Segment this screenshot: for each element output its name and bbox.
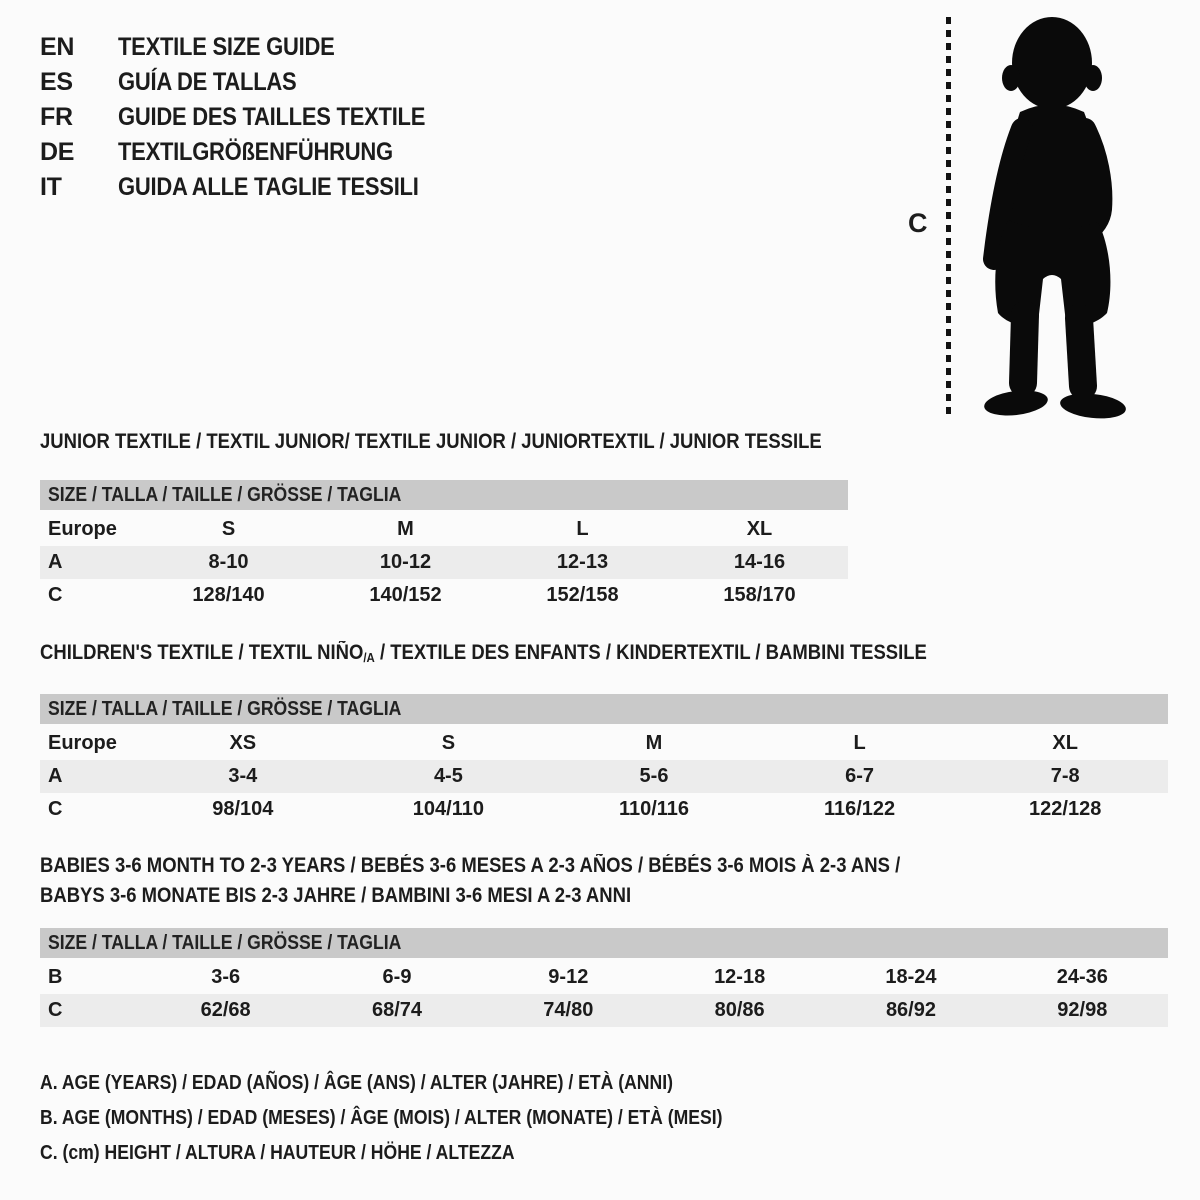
size-value: S xyxy=(441,732,456,754)
measurement-legend xyxy=(40,1066,816,1171)
language-title-block xyxy=(40,30,467,205)
table-row xyxy=(40,513,848,546)
row-label: Europe xyxy=(48,732,117,754)
guide-title: TEXTILE SIZE GUIDE xyxy=(118,33,335,61)
size-value: 6-7 xyxy=(845,765,875,787)
childrens-textile-section xyxy=(40,641,1168,826)
table-row xyxy=(40,727,1168,760)
legend-line-a: A. AGE (YEARS) / EDAD (AÑOS) / ÂGE (ANS) / ALTER (JAHRE) / ETÀ (ANNI) xyxy=(40,1072,673,1094)
size-value: L xyxy=(576,518,589,540)
section-title: BABIES 3-6 MONTH TO 2-3 YEARS / BEBÉS 3-6 MESES A 2-3 AÑOS / BÉBÉS 3-6 MOIS À 2-3 ANS / BABYS 3-6 MONATE BIS 2-3 JAHRE / BAMBINI 3-6 MESI A 2-3 ANNI xyxy=(40,854,901,907)
guide-title: GUIDE DES TAILLES TEXTILE xyxy=(118,103,426,131)
size-value: 110/116 xyxy=(618,798,690,820)
size-value: 14-16 xyxy=(733,551,786,573)
row-label: C xyxy=(48,798,63,820)
size-header-bar xyxy=(40,928,1168,958)
size-value: 12-13 xyxy=(556,551,609,573)
size-value: 68/74 xyxy=(371,999,423,1021)
size-header-label: SIZE / TALLA / TAILLE / GRÖSSE / TAGLIA xyxy=(48,931,402,954)
size-value: 74/80 xyxy=(543,999,594,1021)
size-header-bar xyxy=(40,694,1168,724)
row-label: A xyxy=(48,551,63,573)
subscript-a: /A xyxy=(363,650,375,665)
size-value: 5-6 xyxy=(639,765,669,787)
height-figure xyxy=(898,12,1190,422)
size-table xyxy=(40,961,1168,1027)
size-value: 6-9 xyxy=(382,966,412,988)
size-value: 158/170 xyxy=(723,584,796,606)
language-row xyxy=(40,65,467,100)
language-code: ES xyxy=(40,68,73,96)
language-row xyxy=(40,30,467,65)
height-measure-dashed-line xyxy=(946,17,951,417)
size-header-label: SIZE / TALLA / TAILLE / GRÖSSE / TAGLIA xyxy=(48,697,402,720)
size-value: 18-24 xyxy=(885,966,937,988)
size-value: 8-10 xyxy=(208,551,249,573)
size-value: 12-18 xyxy=(714,966,766,988)
row-label: C xyxy=(48,584,63,606)
row-label: B xyxy=(48,966,63,988)
size-value: 122/128 xyxy=(1029,798,1102,820)
size-value: 116/122 xyxy=(823,798,896,820)
section-title: JUNIOR TEXTILE / TEXTIL JUNIOR/ TEXTILE JUNIOR / JUNIORTEXTIL / JUNIOR TESSILE xyxy=(40,430,822,453)
row-label: A xyxy=(48,765,63,787)
size-value: 104/110 xyxy=(412,798,484,820)
language-code: DE xyxy=(40,138,75,166)
size-value: 3-6 xyxy=(211,966,241,988)
section-title: CHILDREN'S TEXTILE / TEXTIL $NIÑO_{/A}$ / TEXTILE DES ENFANTS / KINDERTEXTIL / BAMBINI TESSILE xyxy=(40,641,927,665)
size-header-label: SIZE / TALLA / TAILLE / GRÖSSE / TAGLIA xyxy=(48,483,402,506)
language-code: FR xyxy=(40,103,73,131)
size-value: 24-36 xyxy=(1056,966,1108,988)
size-value: 3-4 xyxy=(228,765,258,787)
table-row xyxy=(40,546,848,579)
row-label: Europe xyxy=(48,518,117,540)
table-row xyxy=(40,961,1168,994)
legend-line-b: B. AGE (MONTHS) / EDAD (MESES) / ÂGE (MOIS) / ALTER (MONATE) / ETÀ (MESI) xyxy=(40,1107,723,1129)
toddler-silhouette xyxy=(962,12,1136,419)
size-value: 152/158 xyxy=(546,584,619,606)
size-value: 80/86 xyxy=(714,999,765,1021)
language-code: IT xyxy=(40,173,62,201)
height-label: C xyxy=(908,208,928,238)
table-row xyxy=(40,760,1168,793)
size-value: 4-5 xyxy=(433,765,463,787)
row-label: C xyxy=(48,999,63,1021)
size-value: 86/92 xyxy=(885,999,936,1021)
size-value: XL xyxy=(746,518,773,540)
size-value: 92/98 xyxy=(1057,999,1108,1021)
table-row xyxy=(40,793,1168,826)
size-value: S xyxy=(221,518,236,540)
language-row xyxy=(40,170,467,205)
size-value: 62/68 xyxy=(200,999,251,1021)
size-value: 10-12 xyxy=(379,551,432,573)
size-table xyxy=(40,513,848,612)
size-value: XL xyxy=(1052,732,1078,754)
babies-textile-section xyxy=(40,851,1168,1027)
legend-line-c: C. (cm) HEIGHT / ALTURA / HAUTEUR / HÖHE / ALTEZZA xyxy=(40,1142,515,1164)
language-code: EN xyxy=(40,33,75,61)
size-value: 128/140 xyxy=(192,584,265,606)
size-value: 98/104 xyxy=(212,798,274,820)
guide-title: GUÍA DE TALLAS xyxy=(118,68,297,96)
size-value: L xyxy=(853,732,866,754)
language-row xyxy=(40,100,467,135)
size-value: 9-12 xyxy=(548,966,589,988)
table-row xyxy=(40,994,1168,1027)
size-value: XS xyxy=(229,732,257,754)
size-table xyxy=(40,727,1168,826)
guide-title: TEXTILGRÖßENFÜHRUNG xyxy=(118,138,393,166)
junior-textile-section xyxy=(40,430,848,612)
size-header-bar xyxy=(40,480,848,510)
language-row xyxy=(40,135,467,170)
size-value: M xyxy=(645,732,663,754)
size-value: 140/152 xyxy=(369,584,442,606)
size-value: M xyxy=(397,518,414,540)
table-row xyxy=(40,579,848,612)
size-value: 7-8 xyxy=(1050,765,1080,787)
guide-title: GUIDA ALLE TAGLIE TESSILI xyxy=(118,173,419,201)
